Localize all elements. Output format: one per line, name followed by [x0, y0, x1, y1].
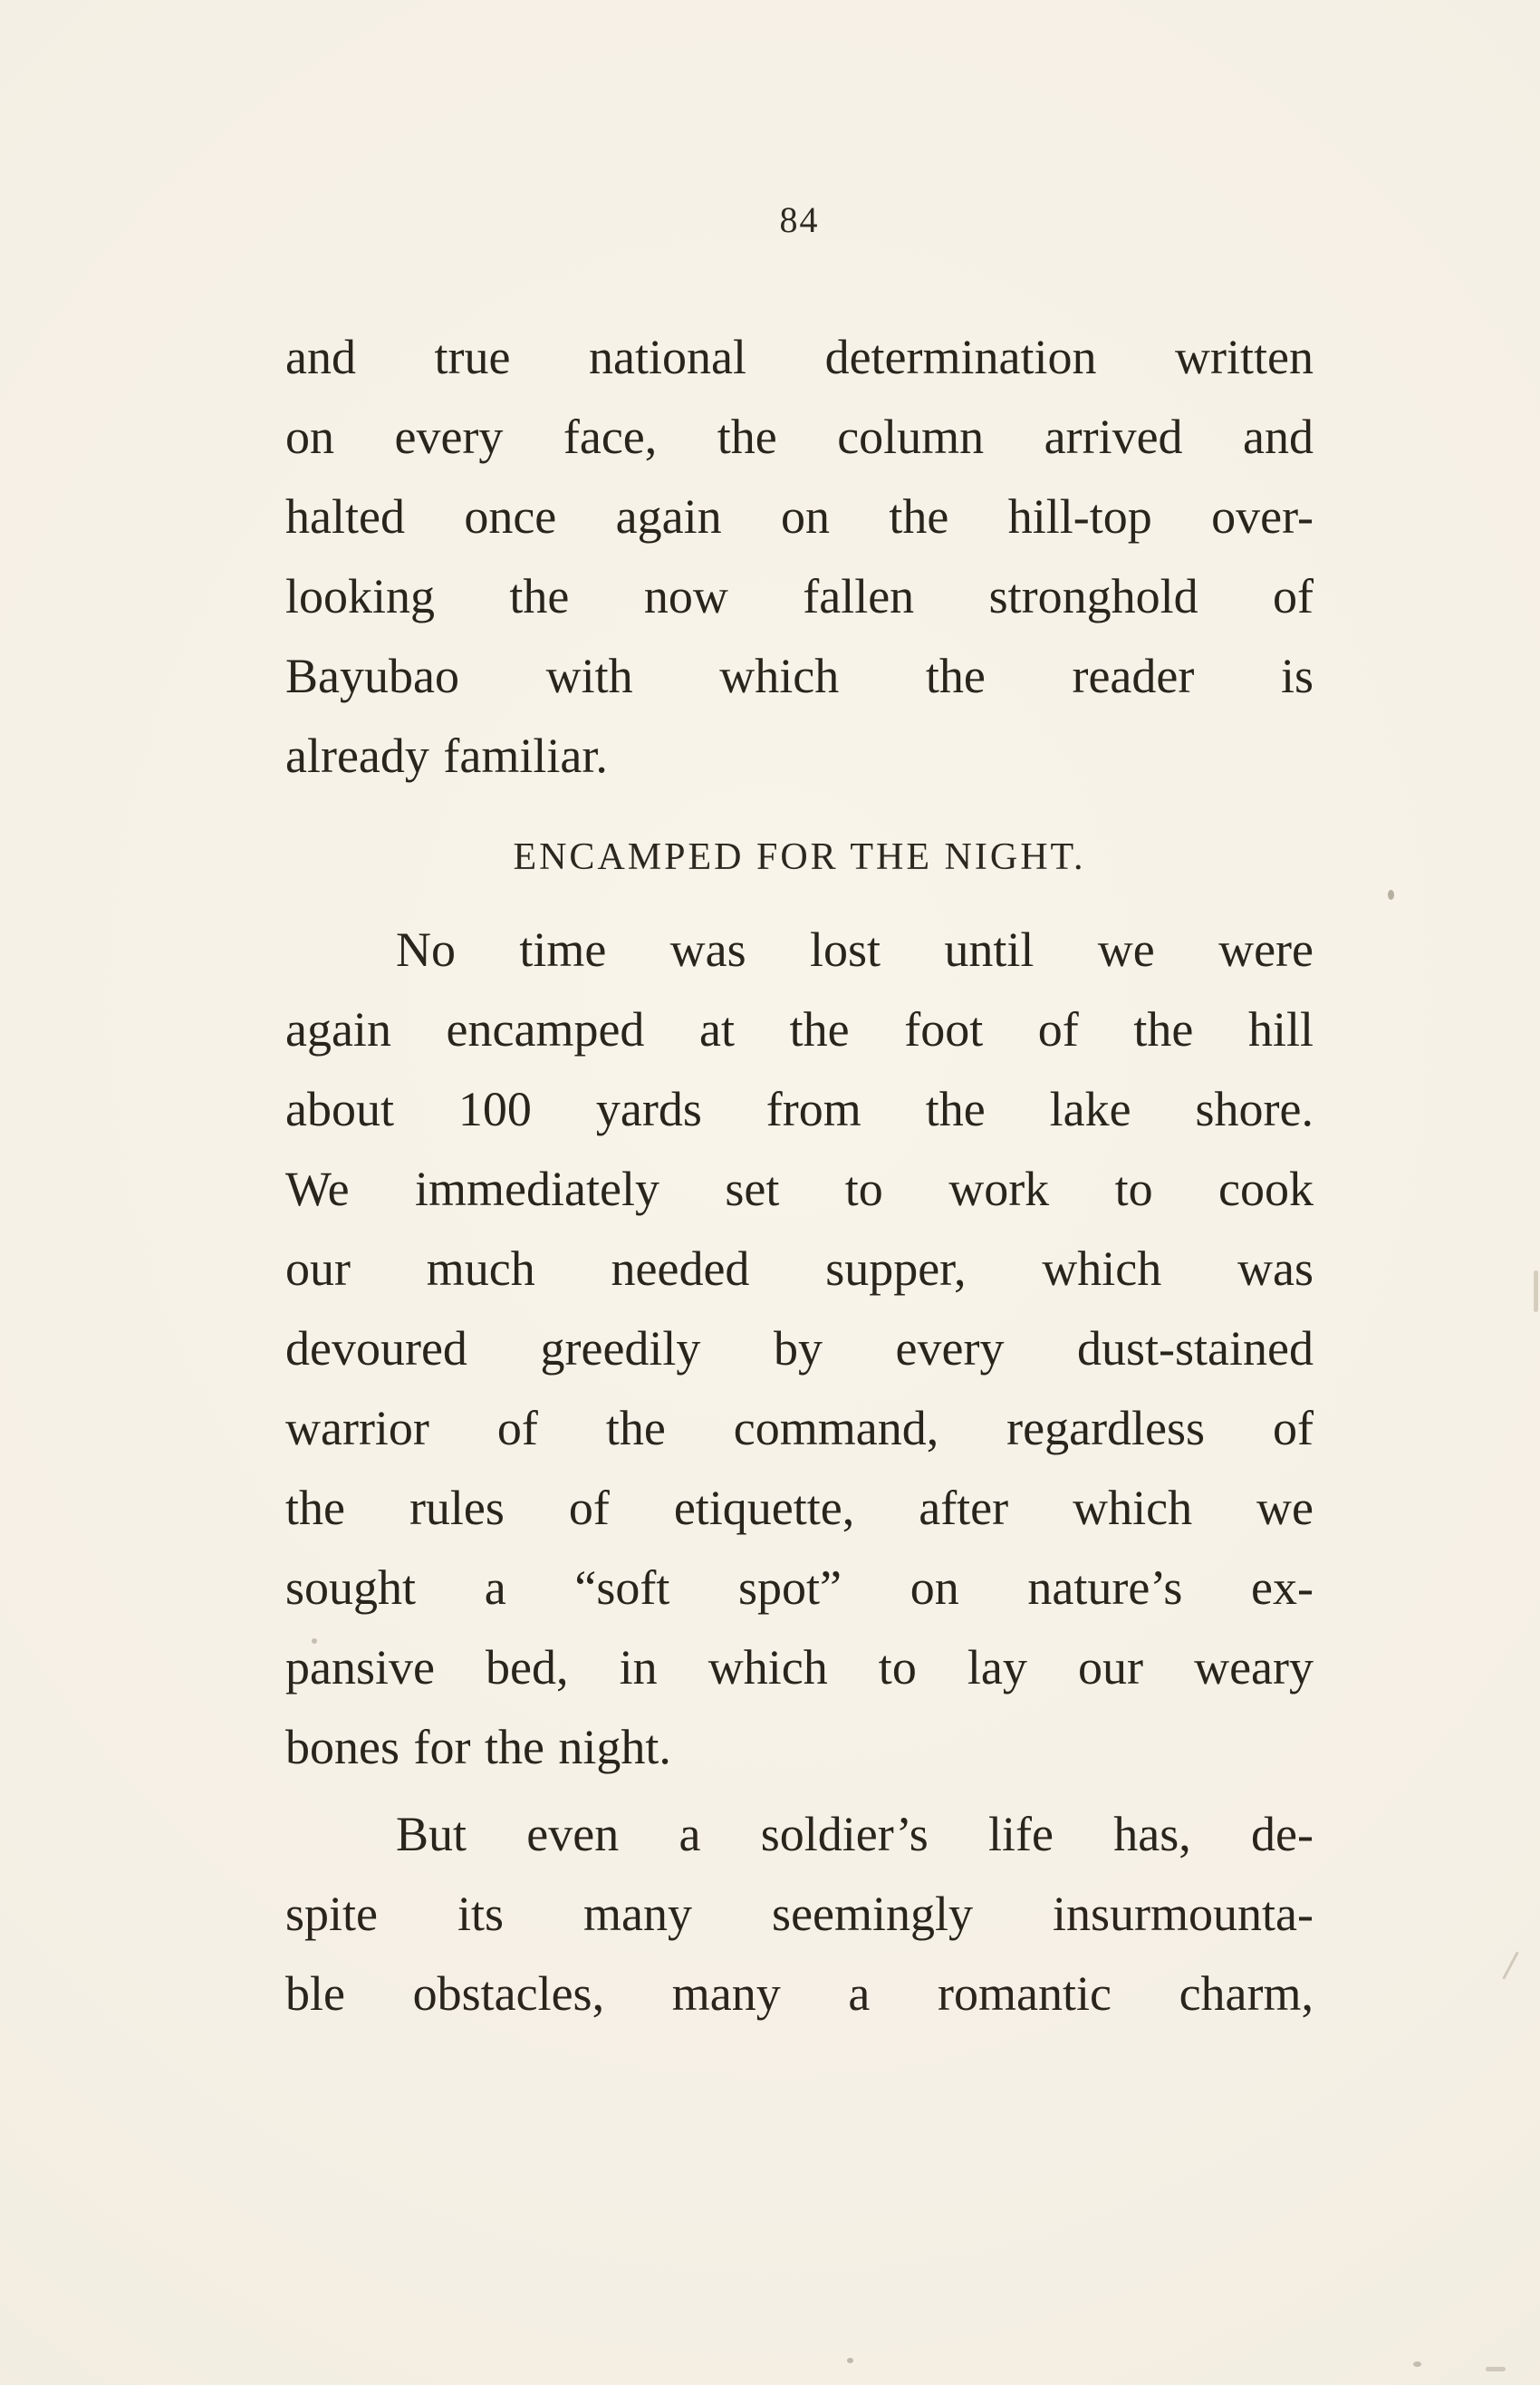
text-column — [285, 317, 1314, 2033]
scan-speck — [1388, 890, 1394, 900]
scan-scratch-mark — [1502, 1951, 1519, 1979]
scan-speck — [1413, 2361, 1421, 2367]
text-line: our much needed supper, which was — [285, 1241, 1314, 1296]
text-line: and true national determination written — [285, 330, 1314, 384]
paragraph-1 — [285, 317, 1314, 796]
text-line: again encamped at the foot of the hill — [285, 1002, 1314, 1057]
text-line: spite its many seemingly insurmounta- — [285, 1887, 1314, 1941]
text-line: We immediately set to work to cook — [285, 1162, 1314, 1216]
text-line: But even a soldier’s life has, de- — [396, 1807, 1314, 1861]
text-line: looking the now fallen stronghold of — [285, 569, 1314, 623]
paragraph-3 — [285, 1794, 1314, 2033]
scan-speck — [847, 2358, 853, 2363]
text-line: Bayubao with which the reader is — [285, 649, 1314, 703]
text-line: pansive bed, in which to lay our weary — [285, 1640, 1314, 1695]
section-heading: ENCAMPED FOR THE NIGHT. — [513, 836, 1086, 878]
scan-edge-mark — [1534, 1270, 1538, 1312]
paragraph-2 — [285, 910, 1314, 1787]
text-line: on every face, the column arrived and — [285, 410, 1314, 464]
text-line: the rules of etiquette, after which we — [285, 1481, 1314, 1535]
text-line: No time was lost until we were — [396, 922, 1314, 977]
text-line: halted once again on the hill-top over- — [285, 489, 1314, 544]
text-line: about 100 yards from the lake shore. — [285, 1082, 1314, 1136]
text-line: bones for the night. — [285, 1720, 671, 1774]
text-line: already familiar. — [285, 729, 608, 783]
page-number: 84 — [779, 199, 820, 240]
scan-speck — [1486, 2367, 1506, 2371]
scan-speck — [312, 1638, 317, 1644]
text-line: sought a “soft spot” on nature’s ex- — [285, 1560, 1314, 1615]
text-line: warrior of the command, regardless of — [285, 1401, 1314, 1455]
text-line: devoured greedily by every dust-stained — [285, 1321, 1314, 1376]
text-line: ble obstacles, many a romantic charm, — [285, 1966, 1314, 2021]
